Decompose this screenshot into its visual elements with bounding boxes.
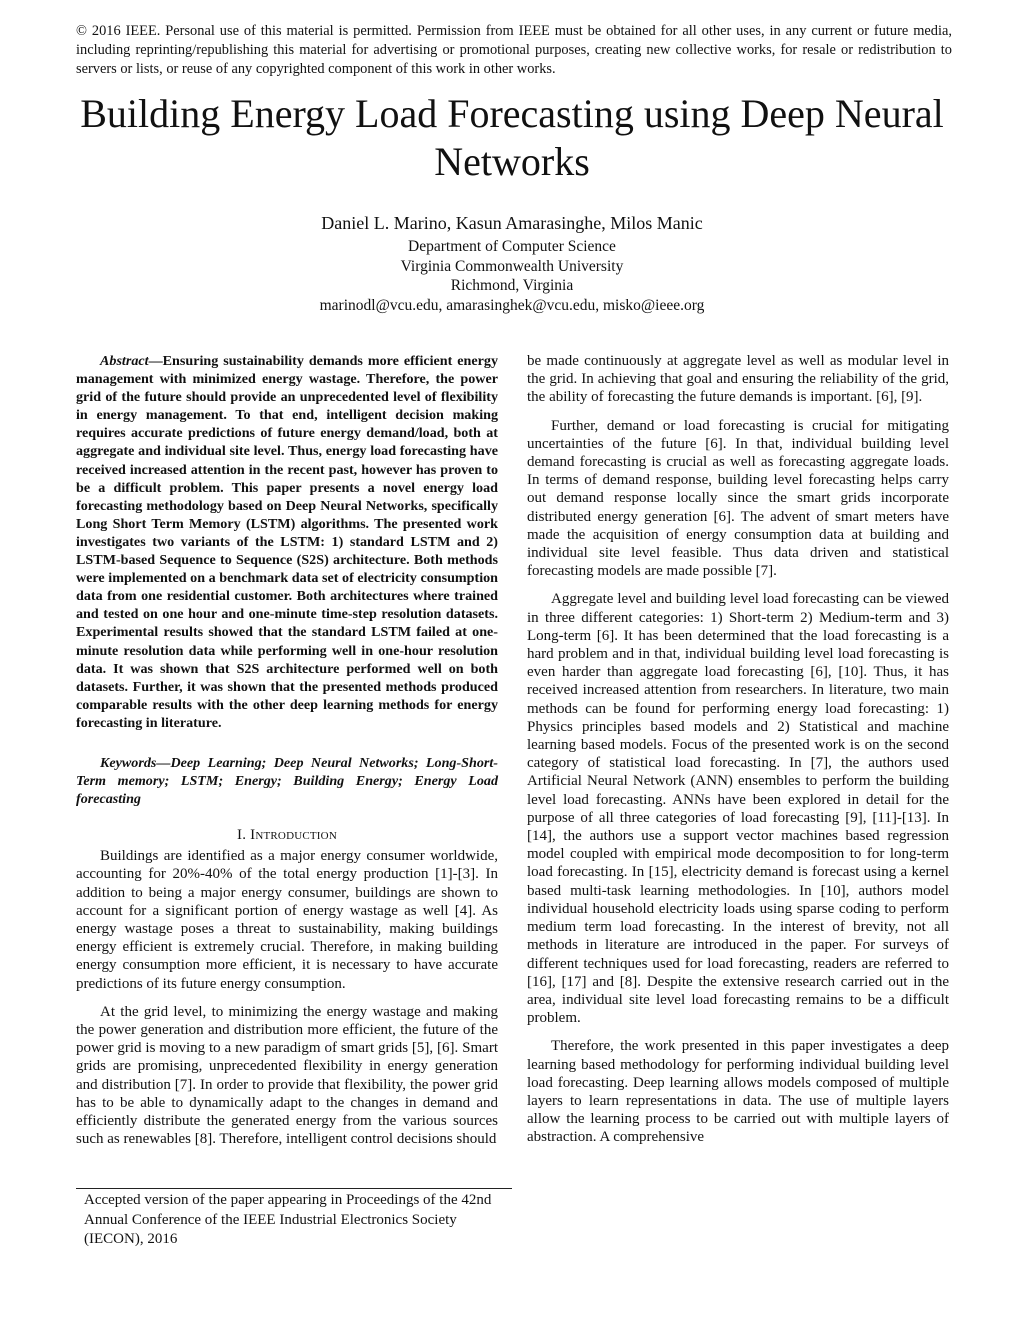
affiliation-department: Department of Computer Science <box>408 238 616 255</box>
keywords: Keywords—Deep Learning; Deep Neural Networks; Long-Short-Term memory; LSTM; Energy; Building Energy; Energy Load forecasting <box>76 754 498 808</box>
affiliation-university: Virginia Commonwealth University <box>400 257 624 275</box>
intro-paragraph-5: Aggregate level and building level load forecasting can be viewed in three different categories: 1) Short-term 2) Medium-term and 3) Long-term [6]. It has been determined that the load forecasting is a hard problem and in that, individual building level load forecasting is even harder than aggregate load forecasting [6], [10]. Thus, it has received increased attention from researchers. In literature, two main methods can be found for performing energy load forecasting: 1) Physics principles based models and 2) Statistical and machine learning based models. Focus of the presented work is on the second category of statistical load forecasting. In [7], the authors used Artificial Neural Network (ANN) ensembles to perform the building level load forecasting. ANNs have been explored in detail for the purpose of all three categories of load forecasting [9], [11]-[13]. In [14], the authors use a support vector machines based regression model coupled with empirical mode decomposition to for long-term load forecasting. In [15], electricity demand is forecast using a kernel based multi-task learning methodologies. In [10], authors model individual household electricity loads using sparse coding to perform medium term load forecasting. In the interest of brevity, not all methods in literature are introduced in the paper. For surveys of different techniques used for load forecasting, readers are referred to [16], [17] and [8]. Despite the extensive research carried out in the area, individual site level load forecasting remains to be a difficult problem. <box>527 591 949 1027</box>
right-column <box>527 352 949 1157</box>
intro-paragraph-2: At the grid level, to minimizing the energy wastage and making the power generation and distribution more efficient, the future of the power grid is moving to a new paradigm of smart grids [5], [6]. Smart grids are promising, unprecedented flexibility in energy generation and distribution [7]. In order to provide that flexibility, the power grid has to be able to dynamically adapt to the changes in demand and efficiently distribute the generated energy from the various sources such as renewables [8]. Therefore, intelligent control decisions should <box>76 1003 498 1148</box>
section-numeral: I. <box>237 827 247 844</box>
intro-paragraph-1: Buildings are identified as a major energy consumer worldwide, accounting for 20%-40% of the total energy production [1]-[3]. In addition to being a major energy consumer, buildings are shown to account for a significant portion of energy wastage as well [4]. As energy wastage poses a threat to sustainability, making buildings energy efficient is extremely crucial. Therefore, in making building energy consumption more efficient, it is necessary to have accurate predictions of its future energy consumption. <box>76 848 498 992</box>
intro-paragraph-3: be made continuously at aggregate level as well as modular level in the grid. In achieving that goal and ensuring the reliability of the grid, the ability of forecasting the future demands is important. [6], [9]. <box>527 353 949 406</box>
abstract-label: Abstract <box>100 353 149 369</box>
abstract <box>76 352 498 732</box>
section-heading-introduction <box>76 826 498 844</box>
footnote-divider <box>76 1188 512 1189</box>
left-column <box>76 352 498 1159</box>
footnote: Accepted version of the paper appearing in Proceedings of the 42nd Annual Conference of the IEEE Industrial Electronics Society (IECON), 2016 <box>84 1192 492 1247</box>
author-emails[interactable]: marinodl@vcu.edu, amarasinghek@vcu.edu, misko@ieee.org <box>319 296 705 314</box>
author-list: Daniel L. Marino, Kasun Amarasinghe, Milos Manic <box>321 213 703 233</box>
paper-title: Building Energy Load Forecasting using Deep Neural Networks <box>80 91 944 184</box>
abstract-text: —Ensuring sustainability demands more efficient energy management with minimized energy wastage. Therefore, the power grid of the future should provide an unprecedented level of flexibility in energy management. To that end, intelligent decision making requires accurate predictions of future energy demand/load, both at aggregate and individual site level. Thus, energy load forecasting have received increased attention in the recent past, however has proven to be a difficult problem. This paper presents a novel energy load forecasting methodology based on Deep Neural Networks, specifically Long Short Term Memory (LSTM) algorithms. The presented work investigates two variants of the LSTM: 1) standard LSTM and 2) LSTM-based Sequence to Sequence (S2S) architecture. Both methods were implemented on a benchmark data set of electricity consumption data from one residential customer. Both architectures where trained and tested on one hour and one-minute time-step resolution datasets. Experimental results showed that the standard LSTM failed at one-minute resolution data while performing well in one-hour resolution data. It was shown that S2S architecture performed well on both datasets. Further, it was shown that the presented methods produced comparable results with the other deep learning methods for energy forecasting in literature. <box>76 353 498 731</box>
intro-paragraph-6: Therefore, the work presented in this paper investigates a deep learning based methodology for performing individual building level load forecasting. Deep learning allows models composed of multiple layers to learn representations in data. The use of multiple layers allow the learning process to be carried out with multiple layers of abstraction. A comprehensive <box>527 1038 949 1146</box>
section-title: Introduction <box>250 827 337 844</box>
intro-paragraph-4: Further, demand or load forecasting is crucial for mitigating uncertainties of the future [6]. In that, individual building level demand forecasting is crucial as well as forecasting aggregate loads. In terms of demand response, building level forecasting helps carry out demand response locally since the smart grids incorporate distributed energy generation [6]. The advent of smart meters have made the acquisition of energy consumption data at building and individual site level feasible. Thus data driven and statistical forecasting models are made possible [7]. <box>527 417 949 580</box>
copyright-notice: © 2016 IEEE. Personal use of this material is permitted. Permission from IEEE must be obtained for all other uses, in any current or future media, including reprinting/republishing this material for advertising or promotional purposes, creating new collective works, for resale or redistribution to servers or lists, or reuse of any copyrighted component of this work in other works. <box>76 23 952 77</box>
affiliation-location: Richmond, Virginia <box>450 277 574 294</box>
affiliation-block <box>0 237 1024 315</box>
